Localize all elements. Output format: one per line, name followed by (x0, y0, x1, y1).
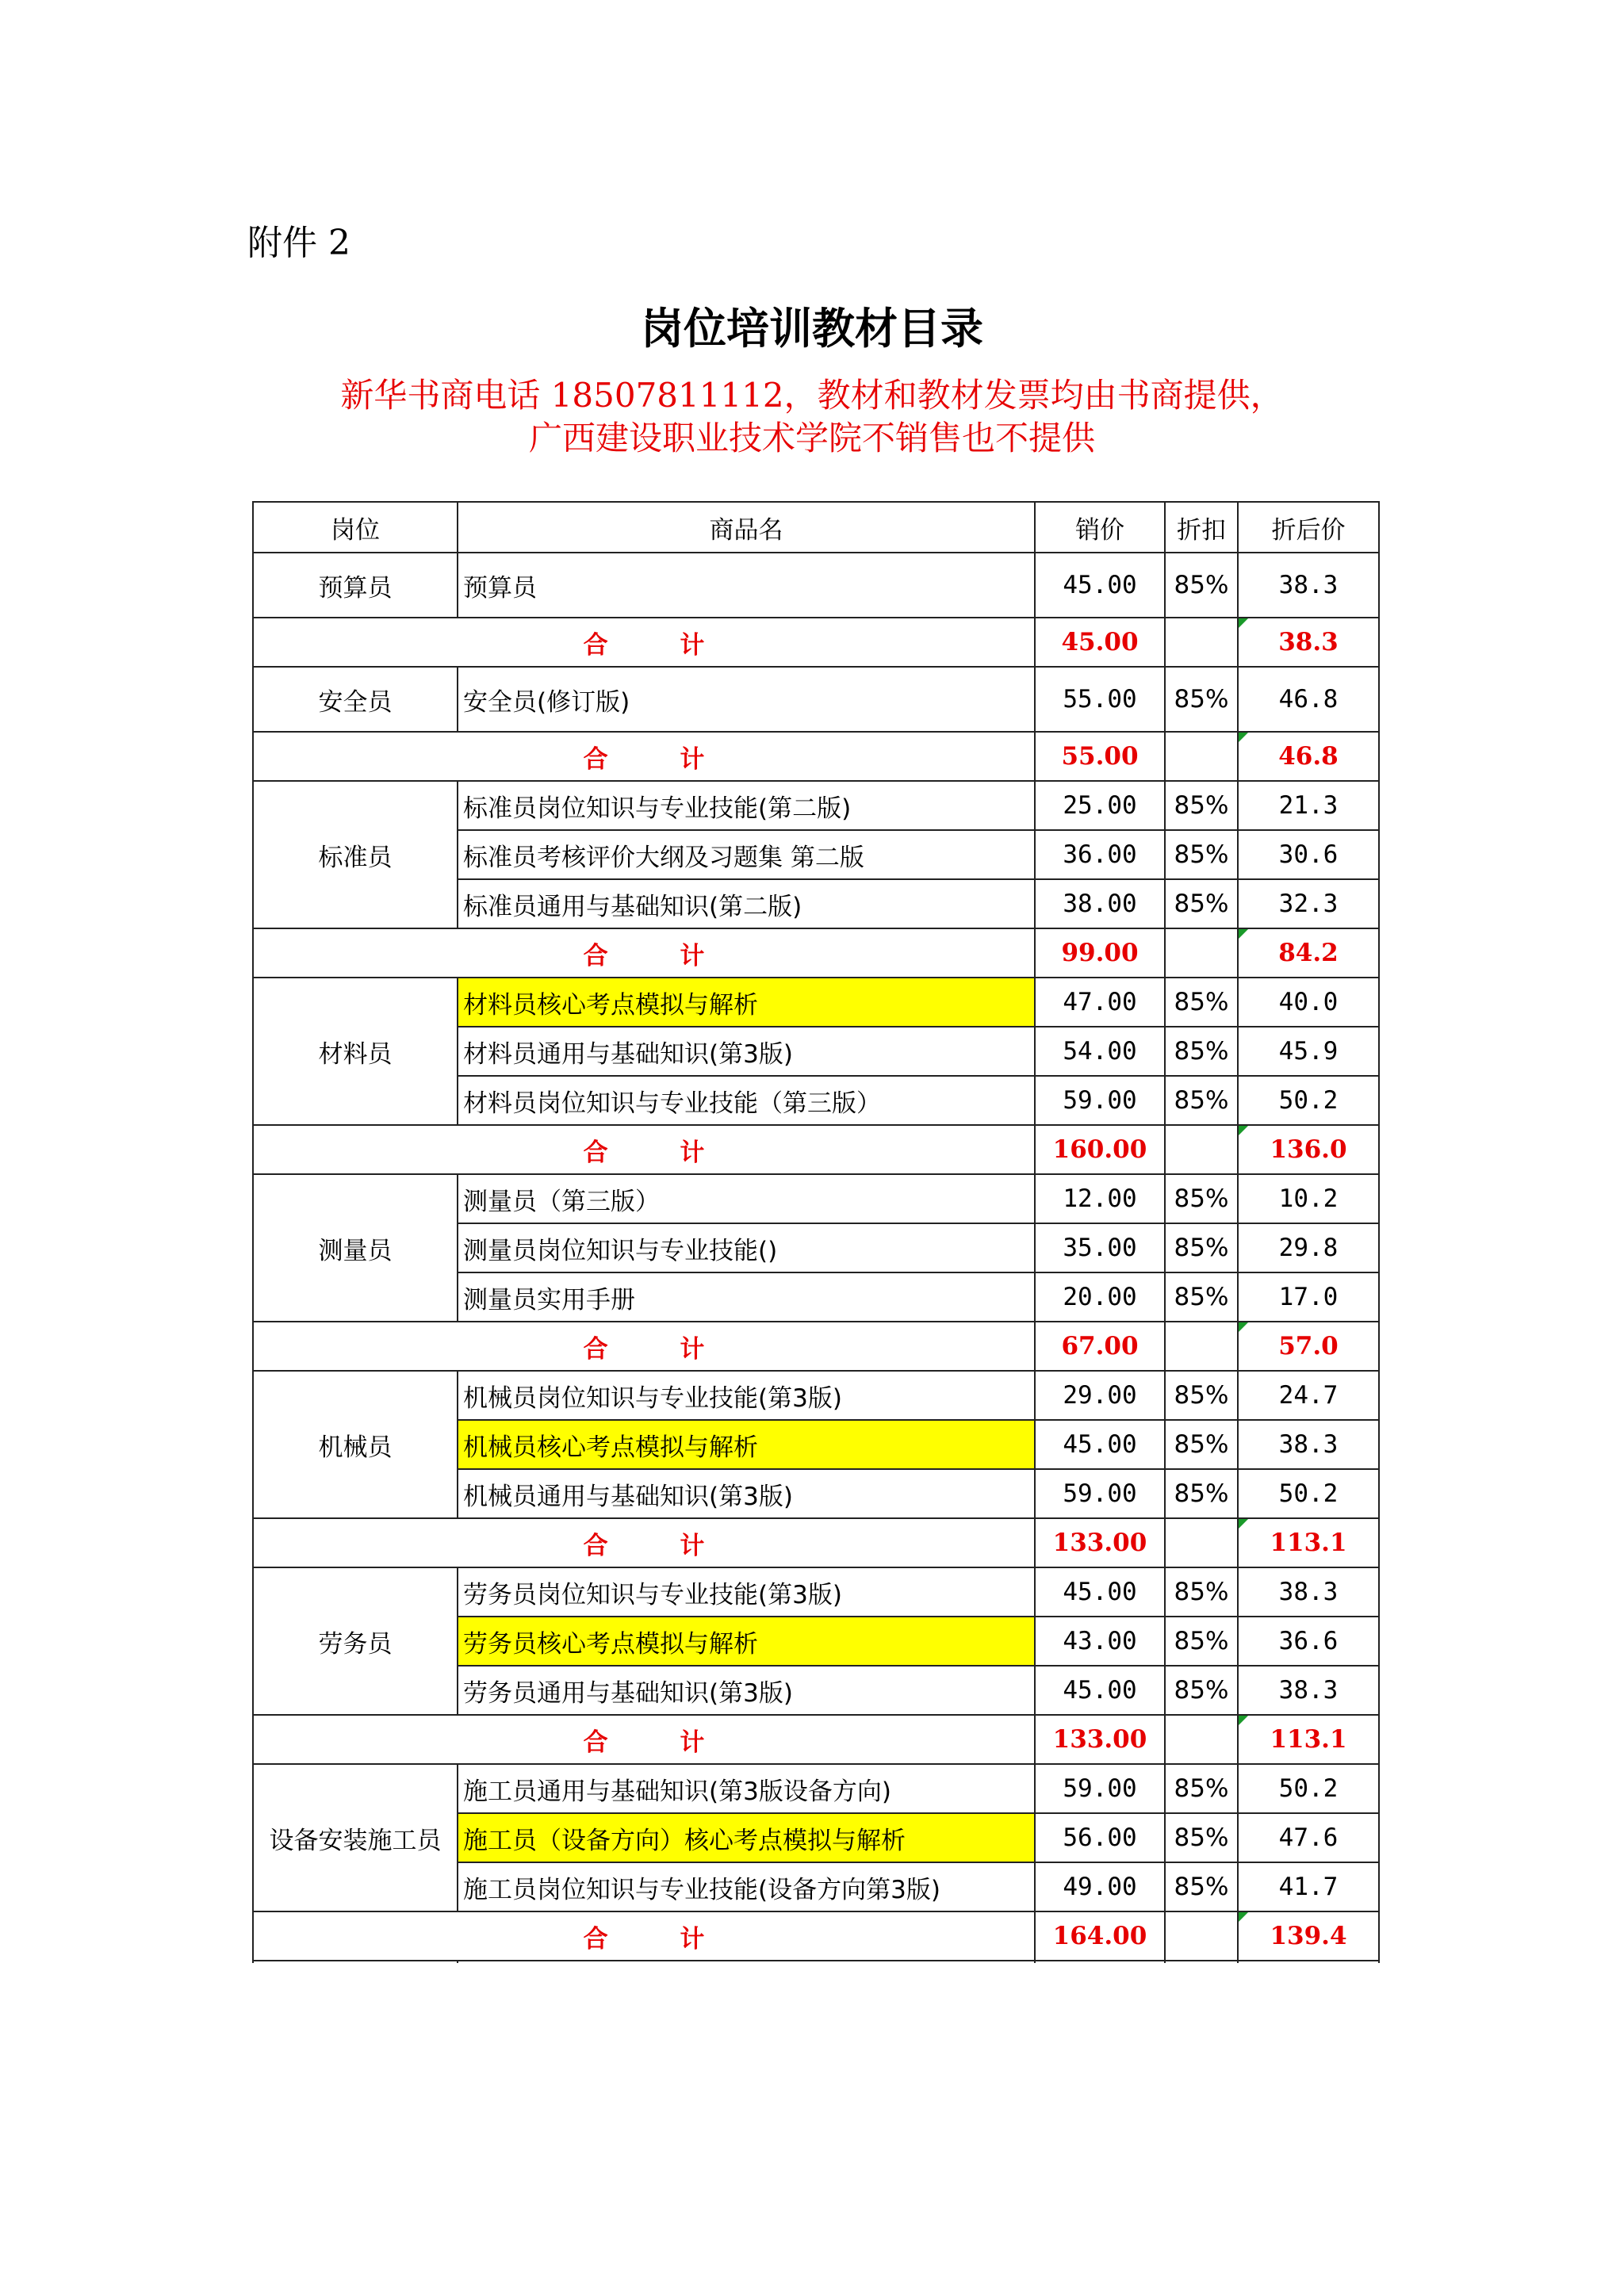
header-name: 商品名 (458, 502, 1035, 553)
price-cell: 47.00 (1035, 978, 1165, 1027)
discount-cell: 85% (1165, 1223, 1238, 1272)
total-label: 合 计 (253, 1911, 1035, 1961)
total-row (253, 1715, 1379, 1764)
discount-cell: 85% (1165, 1027, 1238, 1076)
product-name-cell: 劳务员核心考点模拟与解析 (458, 1617, 1035, 1666)
net-price-cell: 47.6 (1238, 1813, 1379, 1862)
table-header-row (253, 502, 1379, 553)
total-label: 合 计 (253, 1518, 1035, 1567)
product-name-cell: 标准员通用与基础知识(第二版) (458, 879, 1035, 928)
total-label: 合 计 (253, 928, 1035, 978)
table-row (253, 1567, 1379, 1617)
total-discount-cell (1165, 1911, 1238, 1961)
catalog-table (252, 501, 1380, 1963)
net-price-cell: 40.0 (1238, 978, 1379, 1027)
product-name-cell: 机械员核心考点模拟与解析 (458, 1420, 1035, 1469)
total-price-cell: 160.00 (1035, 1125, 1165, 1174)
tail-cell (458, 1961, 1035, 1963)
total-price-cell: 67.00 (1035, 1322, 1165, 1371)
total-net-price-cell: 139.4 (1238, 1911, 1379, 1961)
price-cell: 55.00 (1035, 667, 1165, 732)
post-cell: 机械员 (253, 1371, 458, 1518)
product-name-cell: 施工员岗位知识与专业技能(设备方向第3版) (458, 1862, 1035, 1911)
total-net-price-cell: 113.1 (1238, 1518, 1379, 1567)
total-price-cell: 164.00 (1035, 1911, 1165, 1961)
net-price-cell: 30.6 (1238, 830, 1379, 879)
total-price-cell: 99.00 (1035, 928, 1165, 978)
header-net-price: 折后价 (1238, 502, 1379, 553)
product-name-cell: 施工员通用与基础知识(第3版设备方向) (458, 1764, 1035, 1813)
discount-cell: 85% (1165, 1272, 1238, 1322)
total-net-price-cell: 84.2 (1238, 928, 1379, 978)
product-name-cell: 机械员通用与基础知识(第3版) (458, 1469, 1035, 1518)
product-name-cell: 测量员（第三版） (458, 1174, 1035, 1223)
total-discount-cell (1165, 618, 1238, 667)
product-name-cell: 测量员岗位知识与专业技能() (458, 1223, 1035, 1272)
net-price-cell: 32.3 (1238, 879, 1379, 928)
product-name-cell: 材料员通用与基础知识(第3版) (458, 1027, 1035, 1076)
total-price-cell: 133.00 (1035, 1518, 1165, 1567)
price-cell: 59.00 (1035, 1469, 1165, 1518)
total-discount-cell (1165, 1322, 1238, 1371)
discount-cell: 85% (1165, 1469, 1238, 1518)
tail-cell (1238, 1961, 1379, 1963)
total-price-cell: 45.00 (1035, 618, 1165, 667)
total-label: 合 计 (253, 618, 1035, 667)
total-price-cell: 55.00 (1035, 732, 1165, 781)
tail-cell (1165, 1961, 1238, 1963)
discount-cell: 85% (1165, 830, 1238, 879)
price-cell: 12.00 (1035, 1174, 1165, 1223)
discount-cell: 85% (1165, 1862, 1238, 1911)
total-label: 合 计 (253, 1322, 1035, 1371)
net-price-cell: 24.7 (1238, 1371, 1379, 1420)
price-cell: 59.00 (1035, 1076, 1165, 1125)
table-row (253, 667, 1379, 732)
total-net-price-cell: 46.8 (1238, 732, 1379, 781)
product-name-cell: 施工员（设备方向）核心考点模拟与解析 (458, 1813, 1035, 1862)
table-row (253, 1371, 1379, 1420)
net-price-cell: 10.2 (1238, 1174, 1379, 1223)
net-price-cell: 45.9 (1238, 1027, 1379, 1076)
product-name-cell: 劳务员通用与基础知识(第3版) (458, 1666, 1035, 1715)
post-cell: 预算员 (253, 553, 458, 618)
net-price-cell: 29.8 (1238, 1223, 1379, 1272)
product-name-cell: 安全员(修订版) (458, 667, 1035, 732)
price-cell: 38.00 (1035, 879, 1165, 928)
discount-cell: 85% (1165, 553, 1238, 618)
net-price-cell: 46.8 (1238, 667, 1379, 732)
header-price: 销价 (1035, 502, 1165, 553)
product-name-cell: 标准员考核评价大纲及习题集 第二版 (458, 830, 1035, 879)
tail-cell (1035, 1961, 1165, 1963)
tail-cell (253, 1961, 458, 1963)
total-label: 合 计 (253, 1715, 1035, 1764)
discount-cell: 85% (1165, 1764, 1238, 1813)
net-price-cell: 36.6 (1238, 1617, 1379, 1666)
price-cell: 45.00 (1035, 1666, 1165, 1715)
discount-cell: 85% (1165, 1420, 1238, 1469)
total-net-price-cell: 113.1 (1238, 1715, 1379, 1764)
post-cell: 测量员 (253, 1174, 458, 1322)
notice-line-1: 新华书商电话 18507811112，教材和教材发票均由书商提供， (340, 376, 1284, 415)
product-name-cell: 预算员 (458, 553, 1035, 618)
price-cell: 36.00 (1035, 830, 1165, 879)
discount-cell: 85% (1165, 1813, 1238, 1862)
total-discount-cell (1165, 928, 1238, 978)
post-cell: 材料员 (253, 978, 458, 1125)
discount-cell: 85% (1165, 1371, 1238, 1420)
header-post: 岗位 (253, 502, 458, 553)
discount-cell: 85% (1165, 1076, 1238, 1125)
net-price-cell: 50.2 (1238, 1469, 1379, 1518)
total-row (253, 1125, 1379, 1174)
table-row (253, 978, 1379, 1027)
discount-cell: 85% (1165, 781, 1238, 830)
total-row (253, 732, 1379, 781)
total-net-price-cell: 38.3 (1238, 618, 1379, 667)
net-price-cell: 50.2 (1238, 1076, 1379, 1125)
table-row (253, 553, 1379, 618)
total-row (253, 1322, 1379, 1371)
net-price-cell: 38.3 (1238, 1420, 1379, 1469)
price-cell: 45.00 (1035, 1567, 1165, 1617)
total-row (253, 1911, 1379, 1961)
total-discount-cell (1165, 1715, 1238, 1764)
net-price-cell: 41.7 (1238, 1862, 1379, 1911)
post-cell: 劳务员 (253, 1567, 458, 1715)
net-price-cell: 50.2 (1238, 1764, 1379, 1813)
total-discount-cell (1165, 732, 1238, 781)
price-cell: 49.00 (1035, 1862, 1165, 1911)
total-net-price-cell: 136.0 (1238, 1125, 1379, 1174)
total-row (253, 618, 1379, 667)
table-row (253, 781, 1379, 830)
product-name-cell: 机械员岗位知识与专业技能(第3版) (458, 1371, 1035, 1420)
notice-line-2: 广西建设职业技术学院不销售也不提供 (528, 419, 1095, 457)
table-row (253, 1764, 1379, 1813)
net-price-cell: 38.3 (1238, 553, 1379, 618)
discount-cell: 85% (1165, 879, 1238, 928)
price-cell: 54.00 (1035, 1027, 1165, 1076)
product-name-cell: 劳务员岗位知识与专业技能(第3版) (458, 1567, 1035, 1617)
discount-cell: 85% (1165, 667, 1238, 732)
product-name-cell: 材料员岗位知识与专业技能（第三版） (458, 1076, 1035, 1125)
price-cell: 29.00 (1035, 1371, 1165, 1420)
total-row (253, 1518, 1379, 1567)
discount-cell: 85% (1165, 1666, 1238, 1715)
discount-cell: 85% (1165, 1567, 1238, 1617)
total-discount-cell (1165, 1125, 1238, 1174)
price-cell: 25.00 (1035, 781, 1165, 830)
product-name-cell: 测量员实用手册 (458, 1272, 1035, 1322)
discount-cell: 85% (1165, 978, 1238, 1027)
price-cell: 35.00 (1035, 1223, 1165, 1272)
price-cell: 45.00 (1035, 553, 1165, 618)
attachment-label: 附件 2 (247, 223, 350, 263)
net-price-cell: 17.0 (1238, 1272, 1379, 1322)
post-cell: 安全员 (253, 667, 458, 732)
price-cell: 45.00 (1035, 1420, 1165, 1469)
net-price-cell: 38.3 (1238, 1567, 1379, 1617)
product-name-cell: 标准员岗位知识与专业技能(第二版) (458, 781, 1035, 830)
total-price-cell: 133.00 (1035, 1715, 1165, 1764)
net-price-cell: 38.3 (1238, 1666, 1379, 1715)
price-cell: 59.00 (1035, 1764, 1165, 1813)
total-label: 合 计 (253, 732, 1035, 781)
discount-cell: 85% (1165, 1617, 1238, 1666)
price-cell: 20.00 (1035, 1272, 1165, 1322)
header-discount: 折扣 (1165, 502, 1238, 553)
catalog-table-body (253, 502, 1379, 1963)
total-net-price-cell: 57.0 (1238, 1322, 1379, 1371)
table-row (253, 1174, 1379, 1223)
table-tail-row (253, 1961, 1379, 1963)
product-name-cell: 材料员核心考点模拟与解析 (458, 978, 1035, 1027)
net-price-cell: 21.3 (1238, 781, 1379, 830)
post-cell: 标准员 (253, 781, 458, 928)
page-title: 岗位培训教材目录 (641, 304, 983, 354)
price-cell: 56.00 (1035, 1813, 1165, 1862)
price-cell: 43.00 (1035, 1617, 1165, 1666)
discount-cell: 85% (1165, 1174, 1238, 1223)
total-label: 合 计 (253, 1125, 1035, 1174)
post-cell: 设备安装施工员 (253, 1764, 458, 1911)
total-discount-cell (1165, 1518, 1238, 1567)
total-row (253, 928, 1379, 978)
